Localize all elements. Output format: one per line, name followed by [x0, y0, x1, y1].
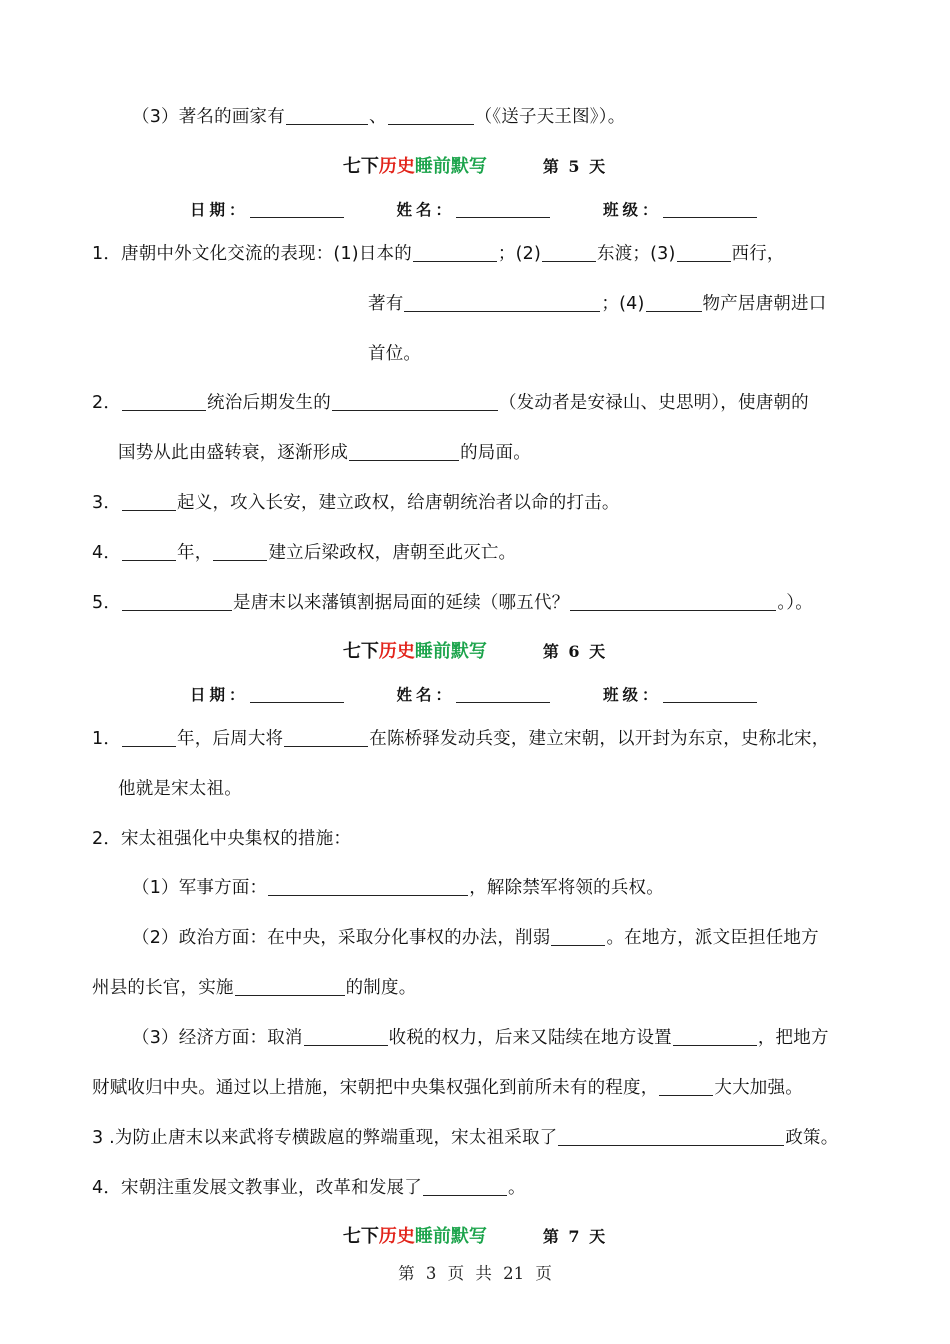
answer-blank [213, 542, 267, 561]
date-field: 日期： [190, 683, 345, 707]
answer-blank [456, 686, 550, 703]
answer-blank [659, 1077, 713, 1096]
answer-blank [413, 243, 497, 262]
answer-blank [268, 877, 468, 896]
question-text: （3）著名的画家有 [132, 107, 285, 127]
name-field: 姓名： [397, 198, 552, 222]
question-line: 国势从此由盛转衰，逐渐形成 的局面。 [118, 443, 531, 463]
answer-blank [646, 293, 702, 312]
answer-blank [673, 1027, 757, 1046]
question-line: （1）军事方面： ，解除禁军将领的兵权。 [132, 878, 664, 898]
answer-blank [332, 392, 498, 411]
question-line: 财赋收归中央。通过以上措施，宋朝把中央集权强化到前所未有的程度， 大大加强。 [92, 1078, 803, 1098]
answer-blank [349, 442, 459, 461]
question-text: 、 [368, 107, 387, 127]
class-field: 班级： [603, 198, 758, 222]
answer-blank [388, 106, 474, 125]
answer-blank [558, 1127, 784, 1146]
question-line: 首位。 [368, 344, 422, 364]
student-info-row [190, 683, 790, 707]
answer-blank [250, 201, 344, 218]
student-info-row [190, 198, 790, 222]
answer-blank [235, 977, 345, 996]
name-field: 姓名： [397, 683, 552, 707]
question-line [132, 104, 922, 130]
answer-blank [122, 728, 176, 747]
section-title: 七下历史睡前默写 第 5 天 [342, 156, 608, 177]
question-line: （3）经济方面：取消 收税的权力，后来又陆续在地方设置 ，把地方 [132, 1028, 829, 1048]
answer-blank [404, 293, 600, 312]
answer-blank [542, 243, 596, 262]
question-line: 州县的长官，实施 的制度。 [92, 978, 417, 998]
answer-blank [122, 542, 176, 561]
question-line: 著有 ；(4) 物产居唐朝进口 [368, 294, 827, 314]
question-line: 2． 统治后期发生的 （发动者是安禄山、史思明），使唐朝的 [92, 393, 809, 413]
answer-blank [122, 592, 232, 611]
question-line: 他就是宋太祖。 [118, 779, 242, 799]
answer-blank [663, 201, 757, 218]
question-line: 4．宋朝注重发展文教事业，改革和发展了 。 [92, 1178, 526, 1198]
answer-blank [570, 592, 776, 611]
answer-blank [286, 106, 368, 125]
answer-blank [456, 201, 550, 218]
question-line: 1．唐朝中外文化交流的表现：(1)日本的 ；(2) 东渡；(3) 西行， [92, 244, 785, 264]
answer-blank [284, 728, 368, 747]
section-title: 七下历史睡前默写 第 6 天 [342, 641, 608, 662]
answer-blank [663, 686, 757, 703]
day-label: 第 6 天 [542, 642, 608, 661]
question-line: 2．宋太祖强化中央集权的措施： [92, 829, 352, 849]
answer-blank [122, 392, 206, 411]
section-title: 七下历史睡前默写 第 7 天 [342, 1226, 608, 1247]
answer-blank [551, 927, 605, 946]
answer-blank [304, 1027, 388, 1046]
question-line: （2）政治方面：在中央，采取分化事权的办法，削弱 。在地方，派文臣担任地方 [132, 928, 819, 948]
answer-blank [423, 1177, 507, 1196]
date-field: 日期： [190, 198, 345, 222]
answer-blank [250, 686, 344, 703]
question-line: 4． 年， 建立后梁政权，唐朝至此灭亡。 [92, 543, 517, 563]
question-line: 3 .为防止唐末以来武将专横跋扈的弊端重现，宋太祖采取了 政策。 [92, 1128, 839, 1148]
class-field: 班级： [603, 683, 758, 707]
answer-blank [122, 492, 176, 511]
answer-blank [677, 243, 731, 262]
question-line: 1． 年，后周大将 在陈桥驿发动兵变，建立宋朝，以开封为东京，史称北宋， [92, 729, 830, 749]
day-label: 第 7 天 [542, 1227, 608, 1246]
page-footer: 第 3 页 共 21 页 [398, 1264, 552, 1283]
question-line: 5． 是唐末以来藩镇割据局面的延续（哪五代？ 。）。 [92, 593, 813, 613]
question-line: 3． 起义，攻入长安，建立政权，给唐朝统治者以命的打击。 [92, 493, 620, 513]
day-label: 第 5 天 [542, 157, 608, 176]
question-text: （《送子天王图》）。 [474, 107, 626, 127]
